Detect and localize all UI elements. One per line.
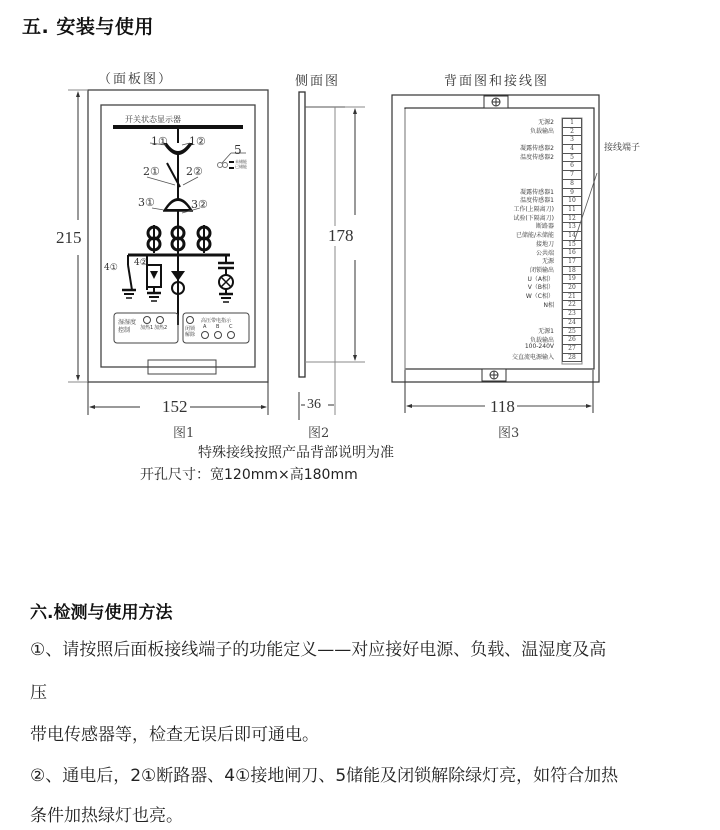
- side-height-dimension: 178: [328, 226, 354, 245]
- terminal-label: 交直流电源输入: [511, 353, 554, 361]
- terminal-label: 公共端: [535, 249, 554, 257]
- terminal-23: 23: [562, 310, 582, 319]
- terminal-22: 22: [562, 301, 582, 310]
- label-2-1: 2①: [143, 165, 160, 178]
- panel-width-dimension: 152: [162, 397, 188, 416]
- side-diagram: [290, 85, 370, 425]
- hv-indicator-label: 高压带电指示: [201, 318, 232, 324]
- panel-title: 开关状态显示器: [125, 115, 181, 124]
- terminal-13: 13: [562, 223, 582, 232]
- terminal-label: 凝露传感器1: [520, 188, 554, 196]
- terminal-label: 已储能/未储能: [515, 232, 554, 240]
- terminal-19: 19: [562, 275, 582, 284]
- paragraph-1: ①、请按照后面板接线端子的功能定义——对应接好电源、负载、温湿度及高: [30, 640, 607, 660]
- figure2-label: 图2: [308, 426, 330, 441]
- terminal-4: 4: [562, 145, 582, 154]
- figure1-label: 图1: [173, 426, 195, 441]
- paragraph-1-cont: 压: [30, 683, 47, 703]
- terminal-label: W（C相）: [525, 293, 554, 300]
- terminal-28: 28: [562, 354, 582, 363]
- paragraph-1-end: 带电传感器等，检查无误后即可通电。: [30, 725, 319, 745]
- terminal-label: V（B相）: [527, 284, 554, 292]
- terminal-label: 负载输出: [529, 127, 554, 135]
- terminal-label: 无源2: [538, 119, 554, 126]
- paragraph-2-cont: 条件加热绿灯也亮。: [30, 806, 183, 826]
- humidity-control-label: 湿湿度控制: [118, 319, 137, 334]
- terminal-label: 断路器: [535, 223, 554, 231]
- label-1-1: 1①: [151, 135, 168, 148]
- phase-c-label: C: [229, 324, 233, 330]
- figure3-title: 背面图和接线图: [444, 74, 550, 89]
- indicator-legend: 未储能 已储能: [235, 159, 247, 169]
- terminal-label: 凝露传感器2: [520, 145, 554, 153]
- terminal-list: [562, 118, 582, 362]
- terminal-label: 温度传感器1: [520, 197, 554, 205]
- heater-2-label: 加热2: [154, 325, 168, 331]
- terminal-label: 接地刀: [535, 240, 554, 248]
- terminal-label: 工作(上隔离刀): [513, 206, 554, 213]
- terminal-15: 15: [562, 241, 582, 250]
- terminal-12: 12: [562, 215, 582, 224]
- terminal-20: 20: [562, 284, 582, 293]
- label-5: 5: [234, 143, 242, 157]
- label-4-1: 4①: [104, 263, 118, 273]
- terminal-18: 18: [562, 267, 582, 276]
- terminal-21: 21: [562, 293, 582, 302]
- figure1-title: （面板图）: [98, 72, 174, 87]
- figure2-title: 侧面图: [295, 74, 341, 89]
- terminal-24: 24: [562, 319, 582, 328]
- terminal-label: 试验(下隔离刀): [513, 214, 554, 222]
- unlock-label: 闭锁解除: [185, 326, 196, 338]
- label-3-1: 3①: [138, 196, 155, 209]
- terminal-label: 无源1: [538, 327, 554, 335]
- terminal-callout: 接线端子: [604, 143, 641, 153]
- terminal-8: 8: [562, 180, 582, 189]
- terminal-label: N相: [543, 301, 554, 309]
- terminal-label: U（A相）: [527, 275, 554, 283]
- terminal-1: 1: [562, 118, 582, 128]
- terminal-labels: [460, 118, 558, 361]
- terminal-11: 11: [562, 206, 582, 215]
- terminal-26: 26: [562, 336, 582, 345]
- terminal-6: 6: [562, 162, 582, 171]
- back-width-dimension: 118: [490, 397, 515, 416]
- terminal-5: 5: [562, 154, 582, 163]
- figure3-label: 图3: [498, 426, 520, 441]
- terminal-label: 100-240V: [524, 343, 554, 351]
- terminal-block: [562, 118, 582, 362]
- label-4-2: 4②: [134, 258, 148, 268]
- terminal-17: 17: [562, 258, 582, 267]
- terminal-label: 负载输出: [529, 336, 554, 344]
- terminal-25: 25: [562, 328, 582, 337]
- cutout-size-note: 开孔尺寸：宽120mm×高180mm: [140, 467, 358, 483]
- terminal-label: 闭锁输出: [529, 266, 554, 274]
- terminal-3: 3: [562, 136, 582, 145]
- terminal-9: 9: [562, 189, 582, 198]
- terminal-label: 温度传感器2: [520, 153, 554, 161]
- section-6-heading: 六.检测与使用方法: [30, 603, 173, 623]
- side-depth-dimension: 36: [307, 397, 321, 412]
- terminal-10: 10: [562, 197, 582, 206]
- label-1-2: 1②: [189, 135, 206, 148]
- phase-a-label: A: [203, 324, 207, 330]
- wiring-note: 特殊接线按照产品背部说明为准: [198, 445, 394, 461]
- label-2-2: 2②: [186, 165, 203, 178]
- label-3-2: 3②: [191, 198, 208, 211]
- heater-1-label: 加热1: [140, 325, 154, 331]
- paragraph-2: ②、通电后，2①断路器、4①接地闸刀、5储能及闭锁解除绿灯亮，如符合加热: [30, 766, 619, 786]
- section-5-heading: 五. 安装与使用: [22, 16, 154, 38]
- panel-height-dimension: 215: [56, 228, 82, 247]
- terminal-label: 无源: [541, 258, 554, 266]
- terminal-14: 14: [562, 232, 582, 241]
- terminal-7: 7: [562, 171, 582, 180]
- terminal-16: 16: [562, 249, 582, 258]
- phase-b-label: B: [216, 324, 220, 330]
- terminal-27: 27: [562, 345, 582, 354]
- terminal-2: 2: [562, 128, 582, 137]
